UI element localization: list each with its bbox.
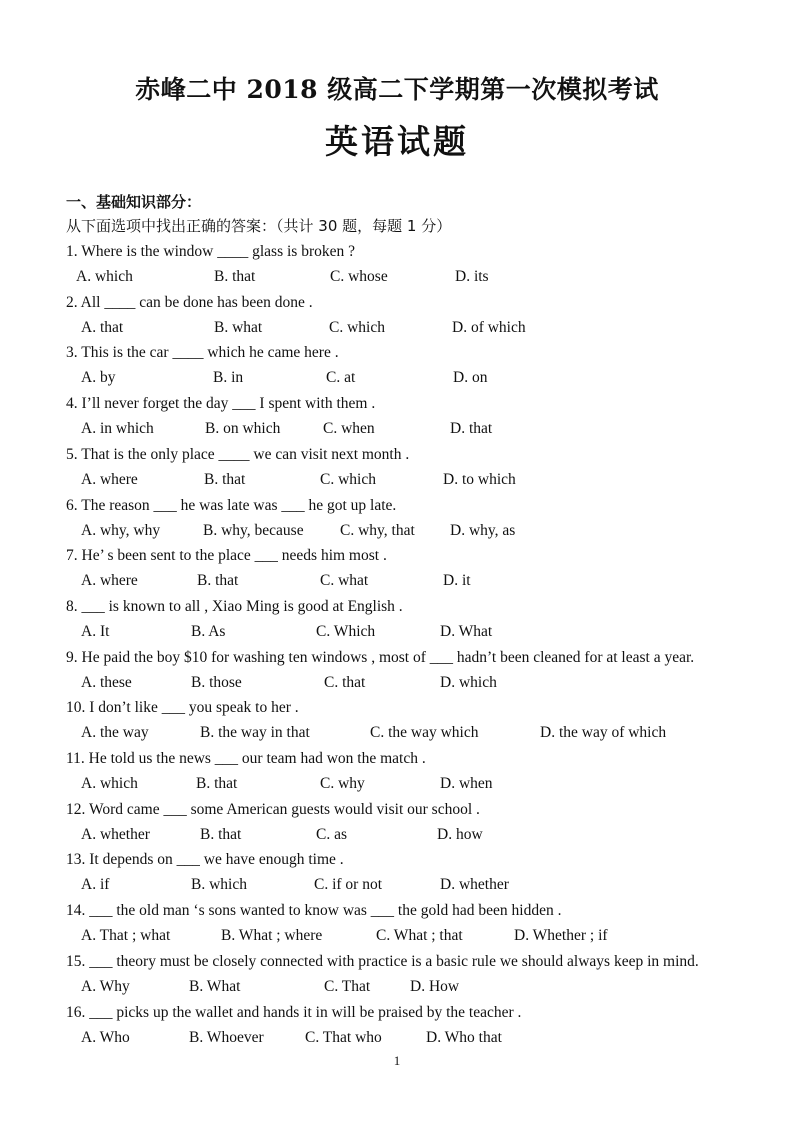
answer-option: D. Who that bbox=[426, 1028, 502, 1046]
answer-option: A. which bbox=[81, 775, 138, 792]
answer-option: C. when bbox=[323, 420, 375, 438]
answer-option: C. why bbox=[320, 775, 365, 792]
answer-option: A. where bbox=[81, 470, 138, 488]
answer-option: B. Whoever bbox=[189, 1028, 264, 1046]
answer-option: D. its bbox=[455, 268, 489, 285]
question-stem: 12. Word came ___ some American guests would visit our school . bbox=[66, 800, 480, 818]
answer-option: A. why, why bbox=[81, 521, 161, 539]
answer-option: A. which bbox=[76, 268, 133, 285]
answer-option: B. that bbox=[197, 572, 239, 590]
answer-option: D. it bbox=[443, 572, 471, 590]
answer-option: D. What bbox=[440, 622, 493, 640]
answer-option: B. As bbox=[191, 622, 226, 640]
answer-option: B. on which bbox=[205, 420, 281, 438]
answer-option: B. which bbox=[191, 876, 247, 894]
answer-option: C. which bbox=[329, 318, 385, 336]
answer-option: C. whose bbox=[330, 268, 388, 285]
answer-option: A. these bbox=[81, 673, 132, 691]
answer-option: D. How bbox=[410, 977, 460, 995]
answer-option: C. That who bbox=[305, 1028, 382, 1046]
answer-option: A. the way bbox=[81, 724, 149, 742]
answer-option: B. those bbox=[191, 673, 242, 691]
question-stem: 13. It depends on ___ we have enough time . bbox=[66, 851, 344, 869]
answer-option: C. if or not bbox=[314, 876, 383, 894]
answer-option: D. how bbox=[437, 825, 483, 843]
answer-option: C. That bbox=[324, 977, 371, 995]
question-stem: 5. That is the only place ____ we can visit next month . bbox=[66, 445, 410, 463]
answer-option: A. Why bbox=[81, 977, 130, 995]
answer-option: B. in bbox=[213, 369, 244, 387]
page-number: 1 bbox=[393, 1053, 401, 1068]
answer-option: D. on bbox=[453, 369, 488, 387]
answer-option: B. the way in that bbox=[200, 724, 310, 742]
answer-option: C. as bbox=[316, 825, 347, 843]
section-instructions: 从下面选项中找出正确的答案：（共计 30 题，每题 1 分） bbox=[66, 217, 452, 235]
exam-title: 赤峰二中 2018 级高二下学期第一次模拟考试 bbox=[135, 75, 659, 104]
answer-option: D. why, as bbox=[450, 521, 516, 539]
answer-option: B. that bbox=[200, 825, 242, 843]
answer-option: A. That ; what bbox=[81, 927, 171, 945]
answer-option: C. what bbox=[320, 572, 369, 590]
answer-option: D. that bbox=[450, 420, 493, 438]
question-stem: 7. He’ s been sent to the place ___ needs him most . bbox=[66, 547, 387, 565]
answer-option: B. what bbox=[214, 318, 263, 336]
answer-option: B. that bbox=[196, 775, 238, 792]
answer-option: C. at bbox=[326, 369, 356, 387]
answer-option: D. whether bbox=[440, 876, 509, 894]
answer-option: A. where bbox=[81, 572, 138, 590]
question-stem: 3. This is the car ____ which he came here . bbox=[66, 344, 339, 362]
answer-option: C. which bbox=[320, 470, 376, 488]
question-stem: 8. ___ is known to all , Xiao Ming is good at English . bbox=[66, 597, 403, 615]
answer-option: A. whether bbox=[81, 825, 150, 843]
question-stem: 2. All ____ can be done has been done . bbox=[66, 293, 313, 311]
question-stem: 4. I’ll never forget the day ___ I spent with them . bbox=[66, 395, 376, 413]
answer-option: D. which bbox=[440, 673, 497, 691]
answer-option: D. to which bbox=[443, 470, 516, 488]
answer-option: A. that bbox=[81, 318, 124, 336]
answer-option: C. Which bbox=[316, 622, 376, 640]
answer-option: B. that bbox=[214, 268, 256, 285]
question-stem: 11. He told us the news ___ our team had won the match . bbox=[66, 750, 426, 767]
answer-option: A. in which bbox=[81, 420, 154, 438]
question-stem: 16. ___ picks up the wallet and hands it in will be praised by the teacher . bbox=[66, 1003, 522, 1021]
answer-option: B. What bbox=[189, 977, 241, 995]
section-heading: 一、基础知识部分： bbox=[66, 193, 202, 211]
answer-option: C. why, that bbox=[340, 521, 415, 539]
answer-option: A. by bbox=[81, 369, 116, 387]
answer-option: C. the way which bbox=[370, 724, 479, 742]
answer-option: B. why, because bbox=[203, 521, 304, 539]
answer-option: C. What ; that bbox=[376, 927, 463, 945]
question-stem: 9. He paid the boy $10 for washing ten windows , most of ___ hadn’t been cleaned for at least a year. bbox=[66, 648, 695, 666]
answer-option: A. It bbox=[81, 622, 110, 640]
answer-option: D. Whether ; if bbox=[514, 927, 608, 945]
answer-option: B. What ; where bbox=[221, 927, 323, 945]
question-stem: 6. The reason ___ he was late was ___ he got up late. bbox=[66, 496, 397, 514]
question-stem: 15. ___ theory must be closely connected with practice is a basic rule we should always keep in mind. bbox=[66, 952, 699, 970]
answer-option: D. of which bbox=[452, 318, 526, 336]
answer-option: B. that bbox=[204, 470, 246, 488]
answer-option: C. that bbox=[324, 673, 366, 691]
answer-option: D. when bbox=[440, 775, 493, 792]
answer-option: D. the way of which bbox=[540, 724, 667, 742]
question-stem: 10. I don’t like ___ you speak to her . bbox=[66, 699, 299, 717]
question-stem: 14. ___ the old man ‘s sons wanted to know was ___ the gold had been hidden . bbox=[66, 902, 562, 920]
question-stem: 1. Where is the window ____ glass is broken ? bbox=[66, 243, 355, 260]
answer-option: A. if bbox=[81, 876, 110, 894]
subject-title: 英语试题 bbox=[325, 122, 469, 161]
answer-option: A. Who bbox=[81, 1028, 130, 1046]
